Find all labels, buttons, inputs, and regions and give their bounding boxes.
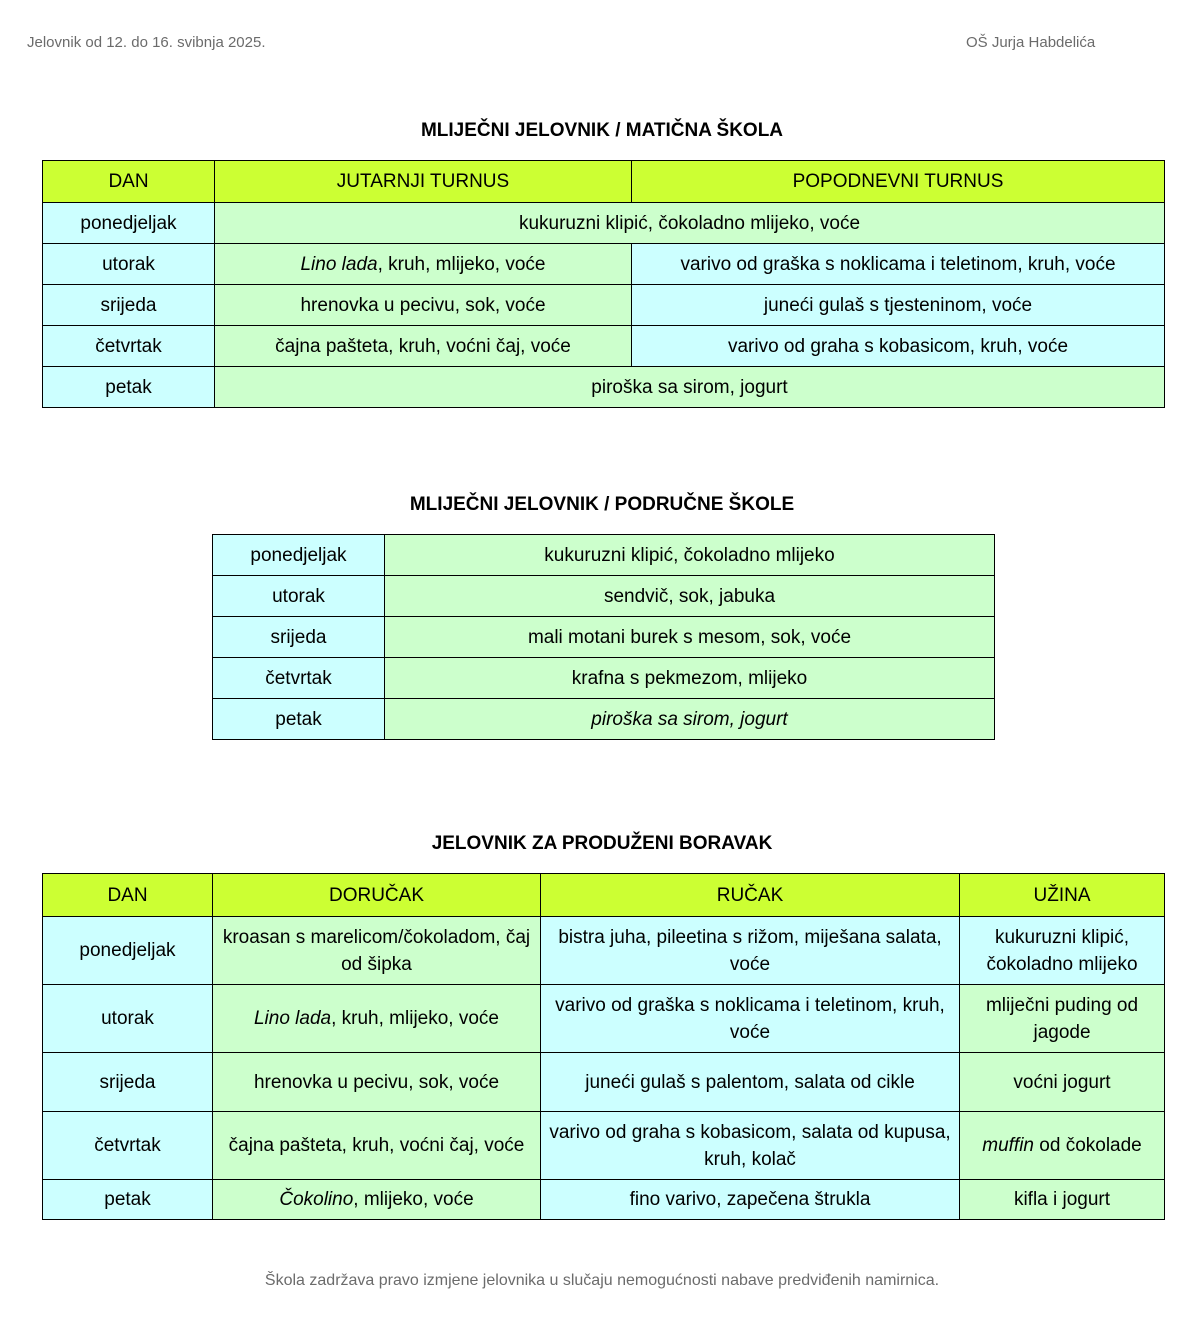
menu-text: , kruh, mlijeko, voće (331, 1008, 500, 1029)
snack-cell: mliječni puding od jagode (960, 985, 1165, 1053)
breakfast-cell (213, 985, 541, 1053)
document-header-date: Jelovnik od 12. do 16. svibnja 2025. (27, 34, 266, 51)
table1-title: MLIJEČNI JELOVNIK / MATIČNA ŠKOLA (420, 120, 784, 141)
table-row (213, 699, 995, 740)
day-cell: ponedjeljak (43, 203, 215, 244)
snack-cell (960, 1112, 1165, 1180)
footer-disclaimer: Škola zadržava pravo izmjene jelovnika u slučaju nemogućnosti nabave predviđenih namirnica. (264, 1272, 940, 1289)
menu-table-main-school (42, 160, 1165, 408)
day-cell: petak (213, 699, 385, 740)
day-cell: ponedjeljak (43, 917, 213, 985)
table-row (43, 917, 1165, 985)
menu-table-regional-schools (212, 534, 995, 740)
snack-cell: kukuruzni klipić, čokoladno mlijeko (960, 917, 1165, 985)
day-cell: petak (43, 1180, 213, 1220)
menu-cell-morning (215, 244, 632, 285)
table-row (43, 203, 1165, 244)
breakfast-cell: kroasan s marelicom/čokoladom, čaj od šipka (213, 917, 541, 985)
table-header-row (43, 161, 1165, 203)
menu-table-extended-stay (42, 873, 1165, 1220)
menu-cell (385, 699, 995, 740)
lunch-cell: fino varivo, zapečena štrukla (541, 1180, 960, 1220)
col-header-day: DAN (43, 874, 213, 917)
day-cell: utorak (43, 244, 215, 285)
breakfast-cell (213, 1180, 541, 1220)
col-header-snack: UŽINA (960, 874, 1165, 917)
col-header-day: DAN (43, 161, 215, 203)
menu-cell-morning: čajna pašteta, kruh, voćni čaj, voće (215, 326, 632, 367)
day-cell: utorak (43, 985, 213, 1053)
menu-text: , mlijeko, voće (353, 1189, 474, 1210)
table2-title: MLIJEČNI JELOVNIK / PODRUČNE ŠKOLE (409, 494, 795, 515)
product-name: Lino lada (300, 253, 378, 275)
menu-cell-afternoon: juneći gulaš s tjesteninom, voće (632, 285, 1165, 326)
menu-cell-afternoon: varivo od graha s kobasicom, kruh, voće (632, 326, 1165, 367)
day-cell: četvrtak (43, 1112, 213, 1180)
table-row (43, 367, 1165, 408)
day-cell: srijeda (43, 285, 215, 326)
menu-cell-morning: hrenovka u pecivu, sok, voće (215, 285, 632, 326)
col-header-afternoon: POPODNEVNI TURNUS (632, 161, 1165, 203)
lunch-cell: bistra juha, pileetina s rižom, miješana salata, voće (541, 917, 960, 985)
menu-cell-merged: piroška sa sirom, jogurt (215, 367, 1165, 408)
col-header-lunch: RUČAK (541, 874, 960, 917)
lunch-cell: varivo od graha s kobasicom, salata od kupusa, kruh, kolač (541, 1112, 960, 1180)
menu-cell-afternoon: varivo od graška s noklicama i teletinom, kruh, voće (632, 244, 1165, 285)
day-cell: srijeda (213, 617, 385, 658)
table-row (43, 1180, 1165, 1220)
table-row (43, 985, 1165, 1053)
day-cell: četvrtak (43, 326, 215, 367)
menu-cell: mali motani burek s mesom, sok, voće (385, 617, 995, 658)
day-cell: ponedjeljak (213, 535, 385, 576)
table-header-row (43, 874, 1165, 917)
product-name: Lino lada (253, 1008, 332, 1029)
menu-text: od čokolade (1034, 1135, 1142, 1156)
table-row (43, 326, 1165, 367)
table-row (213, 576, 995, 617)
col-header-breakfast: DORUČAK (213, 874, 541, 917)
table-row (213, 535, 995, 576)
table3-title: JELOVNIK ZA PRODUŽENI BORAVAK (431, 833, 773, 854)
product-name: Čokolino (279, 1189, 354, 1210)
menu-cell: krafna s pekmezom, mlijeko (385, 658, 995, 699)
lunch-cell: juneći gulaš s palentom, salata od cikle (541, 1053, 960, 1112)
table-row (213, 617, 995, 658)
menu-cell: kukuruzni klipić, čokoladno mlijeko (385, 535, 995, 576)
menu-cell-merged: kukuruzni klipić, čokoladno mlijeko, voće (215, 203, 1165, 244)
day-cell: četvrtak (213, 658, 385, 699)
day-cell: petak (43, 367, 215, 408)
day-cell: srijeda (43, 1053, 213, 1112)
table-row (43, 1112, 1165, 1180)
menu-cell: sendvič, sok, jabuka (385, 576, 995, 617)
menu-text-italic: piroška sa sirom, jogurt (591, 708, 788, 730)
snack-cell: kifla i jogurt (960, 1180, 1165, 1220)
col-header-morning: JUTARNJI TURNUS (215, 161, 632, 203)
table-row (43, 244, 1165, 285)
lunch-cell: varivo od graška s noklicama i teletinom, kruh, voće (541, 985, 960, 1053)
menu-text: , kruh, mlijeko, voće (377, 253, 546, 275)
breakfast-cell: hrenovka u pecivu, sok, voće (213, 1053, 541, 1112)
day-cell: utorak (213, 576, 385, 617)
table-row (213, 658, 995, 699)
breakfast-cell: čajna pašteta, kruh, voćni čaj, voće (213, 1112, 541, 1180)
table-row (43, 1053, 1165, 1112)
table-row (43, 285, 1165, 326)
document-header-school: OŠ Jurja Habdelića (966, 34, 1096, 51)
product-name: muffin (982, 1135, 1034, 1156)
snack-cell: voćni jogurt (960, 1053, 1165, 1112)
